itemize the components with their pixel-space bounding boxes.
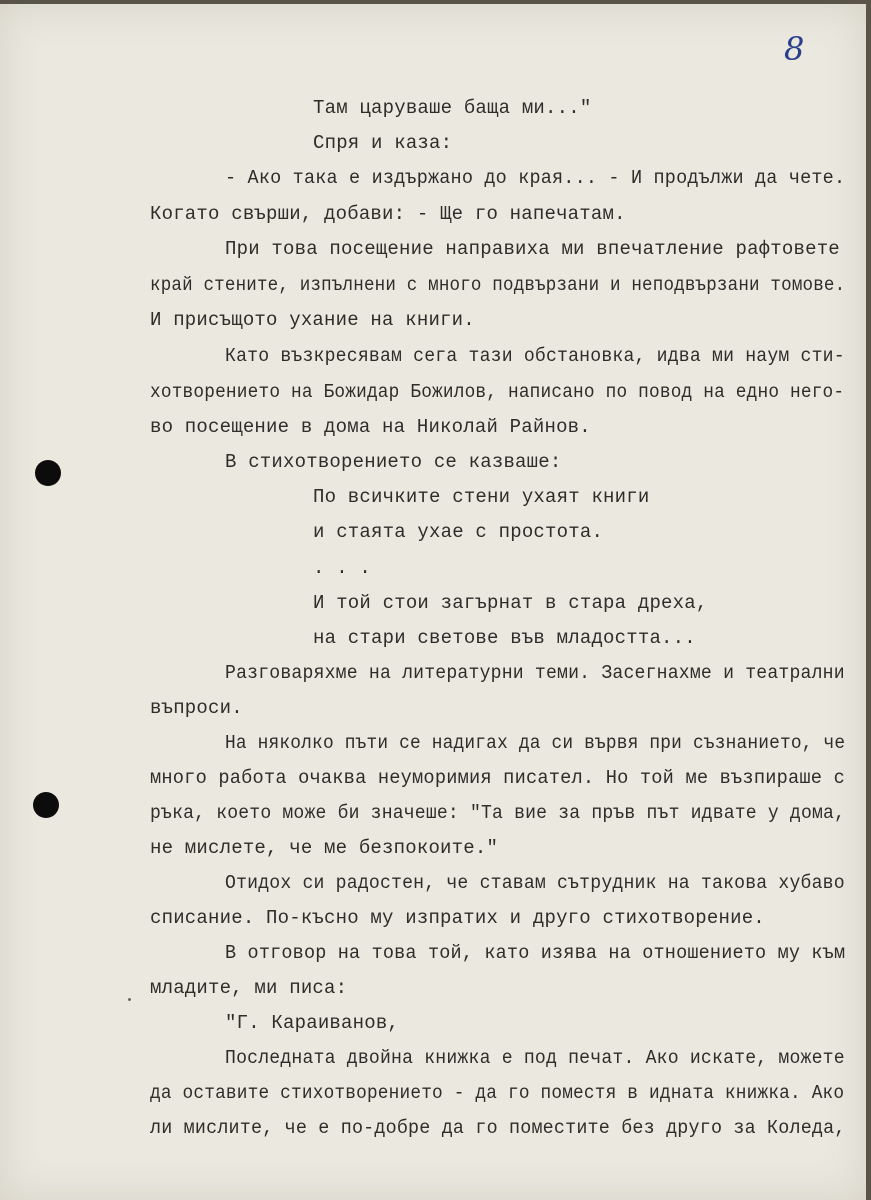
- text-line-15: много работа очаква неуморимия писател. Но той ме възпираше с: [150, 767, 845, 789]
- document-page: [0, 4, 866, 1200]
- text-line-18: Отидох си радостен, че ставам сътрудник на такова хубаво: [225, 872, 845, 894]
- punch-hole-bottom: [33, 792, 59, 818]
- poem-line-2: и стаята ухае с простота.: [313, 521, 604, 543]
- text-line-5: При това посещение направиха ми впечатление рафтовете: [225, 238, 840, 260]
- text-line-13: въпроси.: [150, 697, 243, 719]
- text-line-9: хотворението на Божидар Божилов, написано по повод на едно него-: [150, 381, 845, 403]
- text-line-11: В стихотворението се казваше:: [225, 451, 562, 473]
- text-line-3: - Ако така е издържано до края... - И продължи да чете.: [225, 167, 846, 189]
- text-line-17: не мислете, че ме безпокоите.": [150, 837, 499, 859]
- poem-line-1: По всичките стени ухаят книги: [313, 486, 650, 508]
- letter-line-2: да оставите стихотворението - да го поместя в идната книжка. Ако: [150, 1082, 845, 1104]
- poem-ellipsis: . . .: [313, 557, 372, 579]
- punch-hole-top: [35, 460, 61, 486]
- paper-speck: [128, 998, 131, 1001]
- text-line-20: В отговор на това той, като изява на отношението му към: [225, 942, 846, 964]
- text-line-12: Разговаряхме на литературни теми. Засегнахме и театрални: [225, 662, 845, 684]
- text-line-4: Когато свърши, добави: - Ще го напечатам.: [150, 203, 626, 225]
- text-line-19: списание. По-късно му изпратих и друго стихотворение.: [150, 907, 765, 929]
- text-line-6: край стените, изпълнени с много подвързани и неподвързани томове.: [150, 274, 846, 296]
- text-line-2: Спря и каза:: [313, 132, 453, 154]
- text-line-1: Там царуваше баща ми...": [313, 97, 592, 119]
- text-line-21: младите, ми писа:: [150, 977, 348, 999]
- text-line-10: во посещение в дома на Николай Райнов.: [150, 416, 591, 438]
- poem-line-4: на стари светове във младостта...: [313, 627, 696, 649]
- letter-salutation: "Г. Караиванов,: [225, 1012, 400, 1034]
- text-line-8: Като възкресявам сега тази обстановка, идва ми наум сти-: [225, 345, 845, 367]
- page-number: 8: [784, 30, 805, 68]
- text-line-16: ръка, което може би значеше: "Та вие за пръв път идвате у дома,: [150, 802, 846, 824]
- text-line-7: И присъщото ухание на книги.: [150, 309, 475, 331]
- text-line-14: На няколко пъти се надигах да си вървя при съзнанието, че: [225, 732, 846, 754]
- poem-line-3: И той стои загърнат в стара дреха,: [313, 592, 708, 614]
- letter-line-3: ли мислите, че е по-добре да го поместите без друго за Коледа,: [150, 1117, 846, 1139]
- letter-line-1: Последната двойна книжка е под печат. Ако искате, можете: [225, 1047, 845, 1069]
